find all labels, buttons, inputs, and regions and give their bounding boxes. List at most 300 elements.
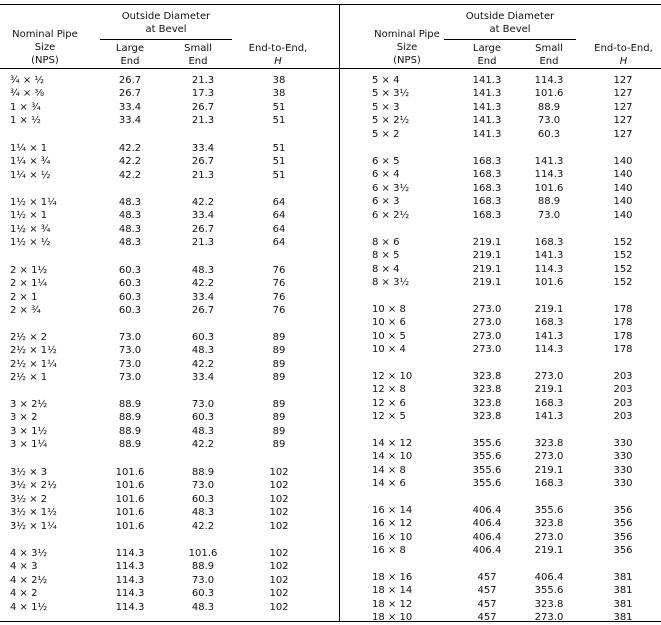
end-to-end-cell: 140	[613, 182, 633, 194]
header-ete-line1: End-to-End,	[248, 43, 308, 54]
small-end-od-cell: 33.4	[191, 291, 215, 303]
small-end-od-cell: 42.2	[191, 278, 215, 290]
nps-size-cell: 2½ × 1½	[10, 345, 57, 357]
small-end-od-cell: 26.7	[191, 101, 215, 113]
header-nominal-line1: Nominal Pipe	[12, 29, 78, 40]
nps-size-cell: 8 × 4	[372, 263, 400, 275]
right-row-group	[0, 303, 661, 357]
right-row-group	[0, 236, 661, 290]
header-nominal-line1: Nominal Pipe	[374, 29, 440, 40]
large-end-od-cell: 355.6	[472, 438, 502, 449]
nps-size-cell: 1¼ × ½	[10, 169, 51, 181]
nps-size-cell: 3½ × 2½	[10, 480, 57, 492]
large-end-od-cell: 33.4	[118, 115, 142, 127]
right-row-group	[0, 504, 661, 558]
header-large-line2: End	[477, 56, 497, 67]
end-to-end-cell: 178	[613, 344, 633, 356]
end-to-end-cell: 152	[613, 250, 633, 262]
end-to-end-cell: 102	[269, 588, 289, 600]
nps-size-cell: 4 × 1½	[10, 601, 48, 613]
end-to-end-cell: 89	[272, 345, 286, 357]
small-end-od-cell: 114.3	[534, 344, 564, 356]
end-to-end-cell: 102	[269, 480, 289, 492]
end-to-end-cell: 89	[272, 399, 286, 410]
small-end-od-cell: 60.3	[191, 412, 215, 424]
nps-size-cell: 2½ × 1¼	[10, 358, 57, 370]
table-row	[0, 128, 661, 141]
large-end-od-cell: 141.3	[472, 75, 502, 86]
small-end-od-cell: 60.3	[191, 588, 215, 600]
nps-size-cell: 3½ × 2	[10, 493, 48, 505]
table-row	[0, 410, 661, 423]
end-to-end-cell: 381	[613, 585, 633, 597]
small-end-od-cell: 355.6	[534, 585, 564, 597]
end-to-end-cell: 89	[272, 425, 286, 437]
large-end-od-cell: 48.3	[118, 223, 142, 235]
end-to-end-cell: 381	[613, 598, 633, 610]
large-end-od-cell: 73.0	[118, 372, 142, 384]
nps-size-cell: 14 × 8	[372, 464, 406, 476]
nps-size-cell: 2½ × 2	[10, 332, 48, 343]
small-end-od-cell: 60.3	[191, 332, 215, 343]
header-small-line2: End	[188, 56, 208, 67]
table-row	[0, 343, 661, 356]
large-end-od-cell: 273.0	[472, 317, 502, 329]
nps-size-cell: 16 × 10	[372, 531, 413, 543]
large-end-od-cell: 101.6	[115, 493, 145, 505]
small-end-od-cell: 88.9	[191, 467, 215, 478]
small-end-od-cell: 219.1	[534, 384, 564, 396]
table-row	[0, 437, 661, 450]
nps-size-cell: 18 × 12	[372, 598, 413, 610]
header-nominal-line3: (NPS)	[393, 55, 421, 66]
large-end-od-cell: 355.6	[472, 478, 502, 490]
small-end-od-cell: 33.4	[191, 372, 215, 384]
small-end-od-cell: 168.3	[534, 237, 564, 248]
large-end-od-cell: 101.6	[115, 467, 145, 478]
nps-size-cell: 4 × 3½	[10, 548, 48, 559]
small-end-od-cell: 42.2	[191, 520, 215, 532]
table-row	[0, 370, 661, 383]
nps-size-cell: 5 × 2	[372, 128, 400, 140]
small-end-od-cell: 60.3	[537, 128, 561, 140]
header-ete-line2	[586, 55, 661, 68]
small-end-od-cell: 21.3	[191, 75, 215, 86]
end-to-end-cell: 356	[613, 545, 633, 557]
end-to-end-cell: 140	[613, 156, 633, 167]
od-underline-left	[100, 39, 232, 40]
nps-size-cell: 14 × 12	[372, 438, 413, 449]
large-end-od-cell: 73.0	[118, 345, 142, 357]
end-to-end-cell: 203	[613, 371, 633, 382]
small-end-od-cell: 141.3	[534, 411, 564, 423]
end-to-end-cell: 51	[272, 156, 286, 168]
end-to-end-cell: 51	[272, 115, 286, 127]
large-end-od-cell: 42.2	[118, 143, 142, 154]
header-nominal-line3: (NPS)	[31, 55, 59, 66]
large-end-od-cell: 406.4	[472, 531, 502, 543]
table-row	[0, 330, 661, 343]
small-end-od-cell: 323.8	[534, 518, 564, 530]
nps-size-cell: 18 × 10	[372, 612, 413, 624]
large-end-od-cell: 60.3	[118, 305, 142, 317]
header-large-line1: Large	[472, 43, 502, 54]
table-row	[0, 584, 661, 597]
large-end-od-cell: 406.4	[472, 518, 502, 530]
nps-size-cell: 8 × 5	[372, 250, 400, 262]
nps-size-cell: 4 × 3	[10, 561, 38, 573]
nps-size-cell: 4 × 2½	[10, 574, 48, 586]
header-od-line2: at Bevel	[145, 24, 187, 35]
nps-size-cell: 5 × 3½	[372, 88, 410, 100]
header-small-line2: End	[539, 56, 559, 67]
table-row	[0, 142, 661, 155]
nps-size-cell: 3 × 1½	[10, 425, 48, 437]
nps-size-cell: 12 × 10	[372, 371, 413, 382]
large-end-od-cell: 273.0	[472, 330, 502, 342]
table-row	[0, 87, 661, 100]
small-end-od-cell: 219.1	[534, 545, 564, 557]
end-to-end-cell: 102	[269, 493, 289, 505]
end-to-end-cell: 140	[613, 196, 633, 208]
small-end-od-cell: 323.8	[534, 598, 564, 610]
end-to-end-cell: 64	[272, 237, 286, 249]
large-end-od-cell: 141.3	[472, 101, 502, 113]
nps-size-cell: 14 × 6	[372, 478, 406, 490]
nps-size-cell: ¾ × ½	[10, 75, 45, 86]
small-end-od-cell: 273.0	[534, 531, 564, 543]
nps-size-cell: 14 × 10	[372, 451, 413, 463]
nps-size-cell: 3½ × 1½	[10, 507, 57, 519]
large-end-od-cell: 141.3	[472, 88, 502, 100]
end-to-end-cell: 38	[272, 88, 286, 100]
nps-size-cell: 2 × 1¼	[10, 278, 48, 290]
small-end-od-cell: 26.7	[191, 223, 215, 235]
nps-size-cell: 2 × 1	[10, 291, 38, 303]
large-end-od-cell: 219.1	[472, 250, 502, 262]
right-row-group	[0, 437, 661, 491]
nps-size-cell: 5 × 3	[372, 101, 400, 113]
nps-size-cell: 18 × 16	[372, 572, 413, 583]
end-to-end-cell: 127	[613, 75, 633, 86]
large-end-od-cell: 48.3	[118, 197, 142, 208]
small-end-od-cell: 60.3	[191, 493, 215, 505]
end-to-end-cell: 381	[613, 612, 633, 624]
large-end-od-cell: 457	[477, 572, 497, 583]
end-to-end-cell: 102	[269, 601, 289, 613]
end-to-end-cell: 140	[613, 209, 633, 221]
header-ete-h: H	[274, 56, 282, 67]
end-to-end-cell: 89	[272, 332, 286, 343]
right-row-group	[0, 370, 661, 424]
right-row-group	[0, 571, 661, 625]
nps-size-cell: 1¼ × ¾	[10, 156, 51, 168]
nps-size-cell: 8 × 3½	[372, 277, 410, 289]
nps-size-cell: 3 × 2	[10, 412, 38, 424]
large-end-od-cell: 73.0	[118, 358, 142, 370]
header-ete-h: H	[619, 56, 628, 67]
end-to-end-cell: 102	[269, 520, 289, 532]
small-end-od-cell: 101.6	[534, 182, 564, 194]
nps-size-cell: 10 × 8	[372, 304, 406, 315]
header-small-line1: Small	[184, 43, 212, 54]
large-end-od-cell: 26.7	[118, 88, 142, 100]
large-end-od-cell: 101.6	[115, 480, 145, 492]
table-row	[0, 168, 661, 181]
table-row	[0, 155, 661, 168]
right-row-group	[0, 74, 661, 141]
small-end-od-cell: 273.0	[534, 451, 564, 463]
nps-size-cell: 1¼ × 1	[10, 143, 48, 154]
small-end-od-cell: 48.3	[191, 345, 215, 357]
end-to-end-cell: 356	[613, 505, 633, 516]
table-row	[0, 101, 661, 114]
small-end-od-cell: 73.0	[191, 480, 215, 492]
header-large-line1: Large	[115, 43, 145, 54]
table-row	[0, 504, 661, 517]
nps-size-cell: 6 × 3½	[372, 182, 410, 194]
table-row	[0, 263, 661, 276]
large-end-od-cell: 73.0	[118, 332, 142, 343]
large-end-od-cell: 42.2	[118, 156, 142, 168]
large-end-od-cell: 168.3	[472, 156, 502, 167]
end-to-end-cell: 203	[613, 397, 633, 409]
end-to-end-cell: 330	[613, 464, 633, 476]
table-row	[0, 531, 661, 544]
end-to-end-cell: 102	[269, 574, 289, 586]
large-end-od-cell: 88.9	[118, 425, 142, 437]
large-end-od-cell: 457	[477, 598, 497, 610]
end-to-end-cell: 127	[613, 115, 633, 127]
end-to-end-cell: 76	[272, 265, 286, 276]
small-end-od-cell: 88.9	[191, 561, 215, 573]
end-to-end-cell: 178	[613, 317, 633, 329]
large-end-od-cell: 33.4	[118, 101, 142, 113]
end-to-end-cell: 356	[613, 531, 633, 543]
large-end-od-cell: 355.6	[472, 464, 502, 476]
nps-size-cell: 1½ × ½	[10, 237, 51, 249]
small-end-od-cell: 114.3	[534, 263, 564, 275]
large-end-od-cell: 406.4	[472, 505, 502, 516]
header-small-right	[519, 42, 579, 68]
end-to-end-cell: 64	[272, 197, 286, 208]
large-end-od-cell: 26.7	[118, 75, 142, 86]
small-end-od-cell: 73.0	[537, 115, 561, 127]
large-end-od-cell: 457	[477, 585, 497, 597]
small-end-od-cell: 101.6	[188, 548, 218, 559]
small-end-od-cell: 73.0	[191, 574, 215, 586]
header-nominal-line2: Size	[34, 42, 56, 53]
large-end-od-cell: 114.3	[115, 601, 145, 613]
header-od-line2: at Bevel	[489, 24, 531, 35]
nps-size-cell: 6 × 2½	[372, 209, 410, 221]
nps-size-cell: 1½ × ¾	[10, 223, 51, 235]
table-row	[0, 195, 661, 208]
table-row	[0, 303, 661, 316]
small-end-od-cell: 42.2	[191, 358, 215, 370]
large-end-od-cell: 219.1	[472, 237, 502, 248]
small-end-od-cell: 141.3	[534, 250, 564, 262]
end-to-end-cell: 127	[613, 101, 633, 113]
nps-size-cell: 10 × 5	[372, 330, 406, 342]
end-to-end-cell: 127	[613, 88, 633, 100]
nps-size-cell: 4 × 2	[10, 588, 38, 600]
header-nominal-left	[0, 28, 90, 67]
small-end-od-cell: 219.1	[534, 464, 564, 476]
small-end-od-cell: 355.6	[534, 505, 564, 516]
large-end-od-cell: 406.4	[472, 545, 502, 557]
large-end-od-cell: 48.3	[118, 210, 142, 222]
end-to-end-cell: 203	[613, 411, 633, 423]
table-row	[0, 74, 661, 87]
table-row	[0, 236, 661, 249]
small-end-od-cell: 141.3	[534, 330, 564, 342]
table-row	[0, 209, 661, 222]
table-row	[0, 450, 661, 463]
large-end-od-cell: 88.9	[118, 399, 142, 410]
nps-size-cell: 2 × ¾	[10, 305, 41, 317]
small-end-od-cell: 26.7	[191, 305, 215, 317]
header-large-right	[457, 42, 517, 68]
end-to-end-cell: 38	[272, 75, 286, 86]
small-end-od-cell: 21.3	[191, 169, 215, 181]
small-end-od-cell: 114.3	[534, 169, 564, 181]
nps-size-cell: 12 × 8	[372, 384, 406, 396]
nps-size-cell: 3½ × 1¼	[10, 520, 57, 532]
end-to-end-cell: 203	[613, 384, 633, 396]
header-small-line1: Small	[535, 43, 563, 54]
nps-size-cell: 2½ × 1	[10, 372, 48, 384]
header-od-right	[434, 10, 586, 36]
small-end-od-cell: 168.3	[534, 478, 564, 490]
large-end-od-cell: 114.3	[115, 548, 145, 559]
header-small-left	[168, 42, 228, 68]
table-row	[0, 464, 661, 477]
large-end-od-cell: 114.3	[115, 588, 145, 600]
large-end-od-cell: 114.3	[115, 574, 145, 586]
small-end-od-cell: 323.8	[534, 438, 564, 449]
nps-size-cell: 5 × 2½	[372, 115, 410, 127]
end-to-end-cell: 381	[613, 572, 633, 583]
nps-size-cell: 8 × 6	[372, 237, 400, 248]
table-row	[0, 114, 661, 127]
end-to-end-cell: 89	[272, 439, 286, 451]
small-end-od-cell: 168.3	[534, 397, 564, 409]
nps-size-cell: 6 × 4	[372, 169, 400, 181]
small-end-od-cell: 21.3	[191, 237, 215, 249]
header-large-line2: End	[120, 56, 140, 67]
small-end-od-cell: 101.6	[534, 88, 564, 100]
nps-size-cell: 12 × 6	[372, 397, 406, 409]
small-end-od-cell: 48.3	[191, 265, 215, 276]
od-underline-right	[444, 39, 576, 40]
end-to-end-cell: 102	[269, 507, 289, 519]
small-end-od-cell: 141.3	[534, 156, 564, 167]
large-end-od-cell: 168.3	[472, 196, 502, 208]
nps-size-cell: 16 × 14	[372, 505, 413, 516]
large-end-od-cell: 101.6	[115, 507, 145, 519]
small-end-od-cell: 88.9	[537, 101, 561, 113]
header-od-line1: Outside Diameter	[465, 11, 555, 22]
end-to-end-cell: 356	[613, 518, 633, 530]
end-to-end-cell: 76	[272, 305, 286, 317]
small-end-od-cell: 101.6	[534, 277, 564, 289]
table-row	[0, 571, 661, 584]
large-end-od-cell: 60.3	[118, 278, 142, 290]
end-to-end-cell: 76	[272, 278, 286, 290]
end-to-end-cell: 102	[269, 548, 289, 559]
large-end-od-cell: 323.8	[472, 411, 502, 423]
table-row	[0, 316, 661, 329]
nps-size-cell: 12 × 5	[372, 411, 406, 423]
end-to-end-cell: 140	[613, 169, 633, 181]
end-to-end-cell: 178	[613, 330, 633, 342]
small-end-od-cell: 273.0	[534, 371, 564, 382]
header-od-line1: Outside Diameter	[121, 11, 211, 22]
small-end-od-cell: 42.2	[191, 439, 215, 451]
large-end-od-cell: 48.3	[118, 237, 142, 249]
table-row	[0, 383, 661, 396]
table-row	[0, 598, 661, 611]
right-row-group	[0, 155, 661, 222]
small-end-od-cell: 114.3	[534, 75, 564, 86]
end-to-end-cell: 330	[613, 451, 633, 463]
small-end-od-cell: 273.0	[534, 612, 564, 624]
large-end-od-cell: 60.3	[118, 265, 142, 276]
small-end-od-cell: 48.3	[191, 425, 215, 437]
nps-size-cell: 16 × 8	[372, 545, 406, 557]
table-row	[0, 544, 661, 557]
end-to-end-cell: 64	[272, 210, 286, 222]
small-end-od-cell: 42.2	[191, 197, 215, 208]
nps-size-cell: ¾ × ⅜	[10, 88, 45, 100]
large-end-od-cell: 42.2	[118, 169, 142, 181]
large-end-od-cell: 323.8	[472, 371, 502, 382]
table-row	[0, 276, 661, 289]
large-end-od-cell: 323.8	[472, 384, 502, 396]
table-row	[0, 182, 661, 195]
small-end-od-cell: 33.4	[191, 143, 215, 154]
end-to-end-cell: 51	[272, 101, 286, 113]
large-end-od-cell: 88.9	[118, 412, 142, 424]
header-ete-line1: End-to-End,	[594, 43, 653, 54]
nps-size-cell: 10 × 6	[372, 317, 406, 329]
nps-size-cell: 2 × 1½	[10, 265, 48, 276]
nps-size-cell: 3 × 1¼	[10, 439, 48, 451]
small-end-od-cell: 48.3	[191, 601, 215, 613]
nps-size-cell: 5 × 4	[372, 75, 400, 86]
small-end-od-cell: 17.3	[191, 88, 215, 100]
end-to-end-cell: 330	[613, 438, 633, 449]
header-large-left	[100, 42, 160, 68]
small-end-od-cell: 168.3	[534, 317, 564, 329]
large-end-od-cell: 101.6	[115, 520, 145, 532]
large-end-od-cell: 168.3	[472, 209, 502, 221]
table-row	[0, 249, 661, 262]
large-end-od-cell: 141.3	[472, 115, 502, 127]
small-end-od-cell: 26.7	[191, 156, 215, 168]
end-to-end-cell: 89	[272, 412, 286, 424]
small-end-od-cell: 219.1	[534, 304, 564, 315]
table-row	[0, 517, 661, 530]
large-end-od-cell: 219.1	[472, 263, 502, 275]
nps-size-cell: 1 × ½	[10, 115, 41, 127]
table-row	[0, 223, 661, 236]
end-to-end-cell: 330	[613, 478, 633, 490]
table-top-rule	[0, 4, 661, 5]
end-to-end-cell: 51	[272, 143, 286, 154]
end-to-end-cell: 76	[272, 291, 286, 303]
